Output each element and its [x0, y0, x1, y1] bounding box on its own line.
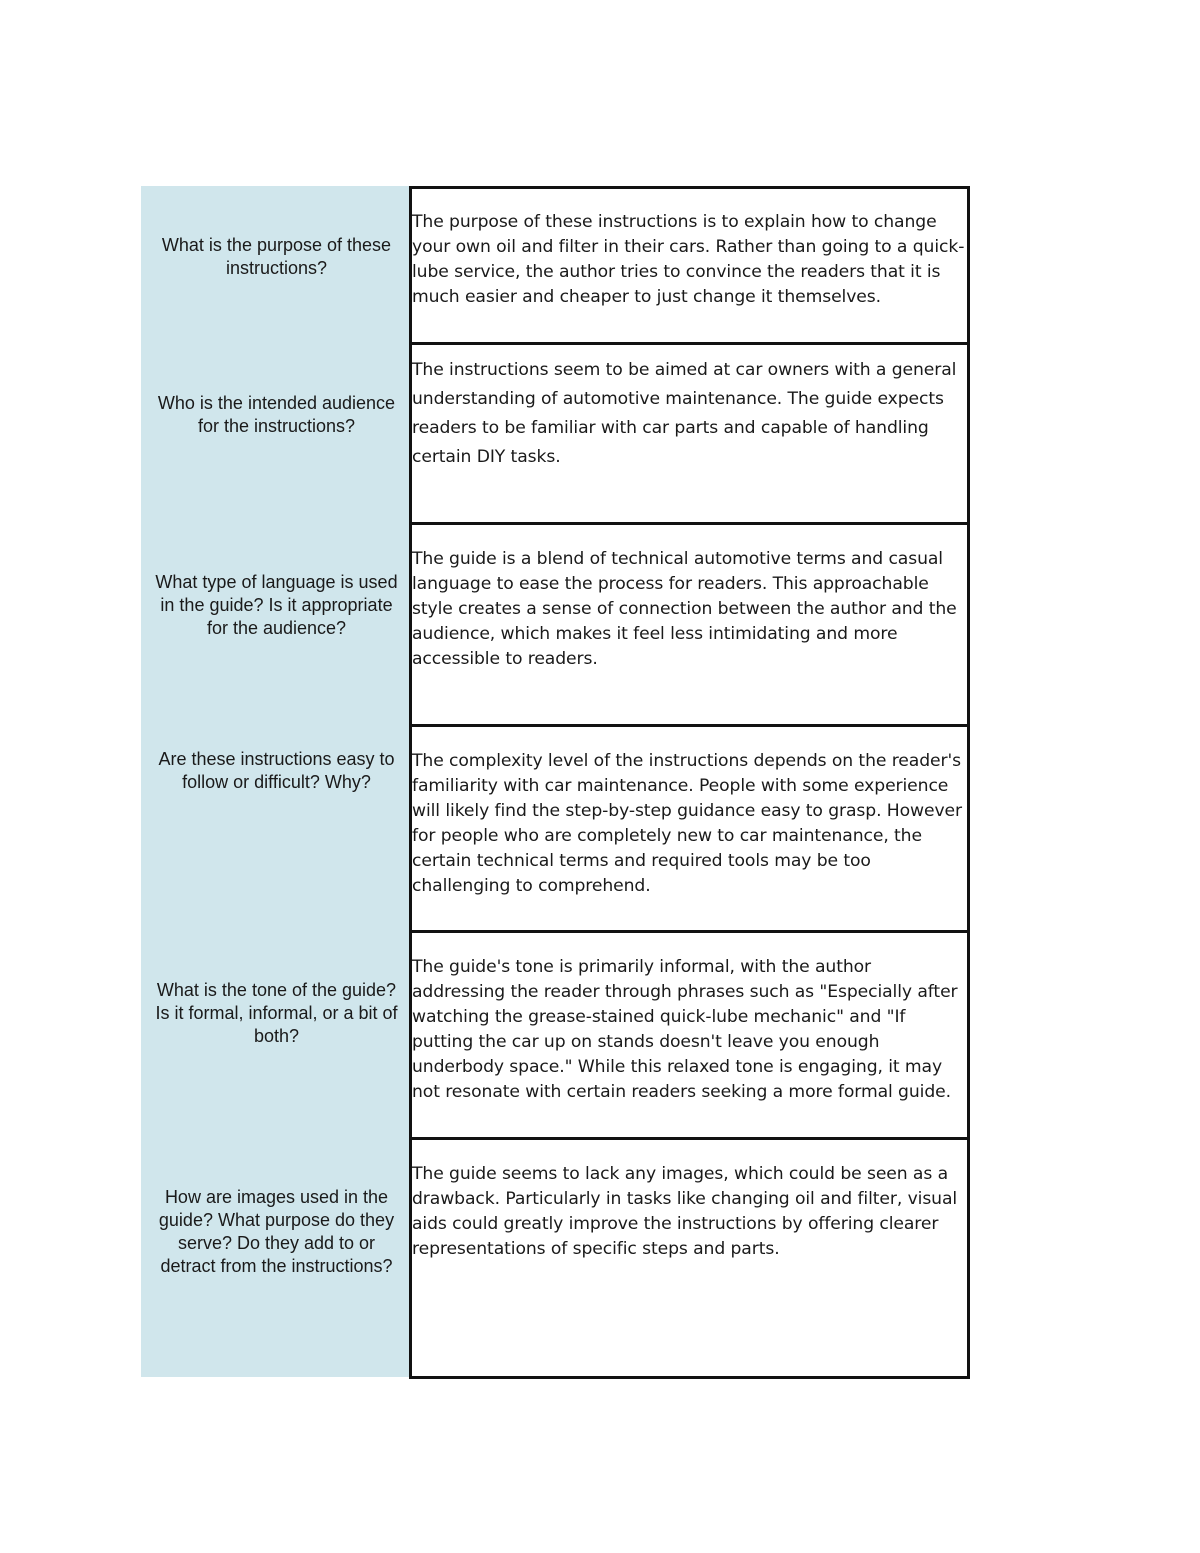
answer-language: The guide is a blend of technical automotive terms and casual language to ease the process for readers. This approachable style creates a sense of connection between the author and the audience, which makes it feel less intimidating and more accessible to readers. [412, 549, 957, 669]
worksheet-table [141, 186, 970, 1379]
answer-column [409, 186, 970, 1379]
question-language: What type of language is used in the guide? Is it appropriate for the audience? [155, 572, 398, 638]
row-divider [412, 1137, 967, 1140]
answer-difficulty: The complexity level of the instructions depends on the reader's familiarity with car maintenance. People with some experience will likely find the step-by-step guidance easy to grasp. However for people who are completely new to car maintenance, the certain technical terms and required tools may be too challenging to comprehend. [412, 751, 962, 896]
question-tone: What is the tone of the guide? Is it formal, informal, or a bit of both? [155, 980, 398, 1046]
answer-images: The guide seems to lack any images, which could be seen as a drawback. Particularly in tasks like changing oil and filter, visual aids could greatly improve the instructions by offering clearer representations of specific steps and parts. [412, 1164, 958, 1259]
question-column [141, 186, 410, 1377]
row-divider [412, 724, 967, 727]
answer-audience: The instructions seem to be aimed at car owners with a general understanding of automotive maintenance. The guide expects readers to be familiar with car parts and capable of handling certain DIY tasks. [412, 360, 957, 467]
row-divider [412, 930, 967, 933]
row-divider [412, 522, 967, 525]
question-purpose: What is the purpose of these instructions? [161, 235, 392, 278]
answer-tone: The guide's tone is primarily informal, with the author addressing the reader through phrases such as "Especially after watching the grease-stained quick-lube mechanic" and "If putting the car up on stands doesn't leave you enough underbody space." While this relaxed tone is engaging, it may not resonate with certain readers seeking a more formal guide. [412, 957, 958, 1102]
question-difficulty: Are these instructions easy to follow or difficult? Why? [158, 749, 395, 792]
row-divider [412, 342, 967, 345]
question-audience: Who is the intended audience for the instructions? [157, 393, 396, 436]
answer-purpose: The purpose of these instructions is to explain how to change your own oil and filter in their cars. Rather than going to a quick-lube service, the author tries to convince the readers that it is much easier and cheaper to just change it themselves. [412, 212, 965, 307]
question-images: How are images used in the guide? What purpose do they serve? Do they add to or detract from the instructions? [158, 1187, 395, 1276]
